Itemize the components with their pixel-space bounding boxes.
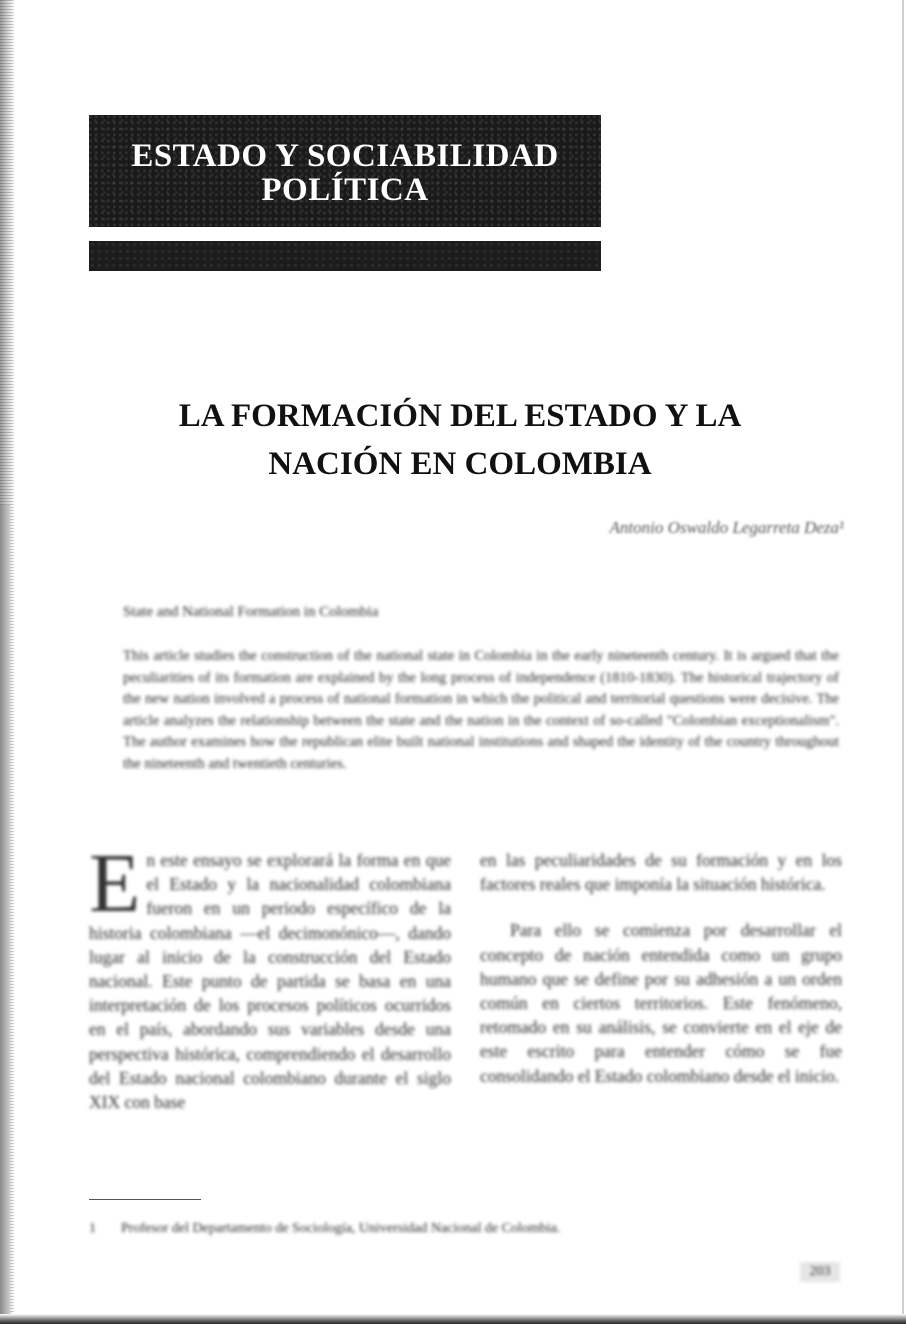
article-title-line1: LA FORMACIÓN DEL ESTADO Y LA — [178, 398, 742, 434]
section-header-bar — [89, 241, 601, 271]
abstract-text: This article studies the construction of the national state in Colombia in the early nineteenth century. It is argued that the peculiarities of its formation are explained by the long process of independence (1810-1830). The historical trajectory of the new nation involved a process of national formation in which the political and territorial questions were decisive. The article analyzes the relationship between the state and the nation in the context of so-called "Colombian exceptionalism". The author examines how the republican elite built national institutions and shaped the identity of the country throughout the nineteenth and twentieth centuries. — [123, 648, 839, 772]
article-author: Antonio Oswaldo Legarreta Deza¹ — [609, 518, 844, 537]
body-paragraph: en las peculiaridades de su formación y en los factores reales que imponía la situación histórica. — [480, 850, 842, 895]
footnote-divider — [89, 1199, 201, 1200]
article-title — [120, 392, 800, 488]
section-header — [89, 115, 601, 227]
footnote — [89, 1220, 729, 1238]
footnote-mark: 1 — [89, 1221, 96, 1236]
footnote-text: Profesor del Departamento de Sociología, Universidad Nacional de Colombia. — [121, 1221, 561, 1236]
scan-right-edge — [902, 0, 904, 1324]
article-title-line2: NACIÓN EN COLOMBIA — [268, 446, 652, 482]
page-number: 203 — [800, 1262, 840, 1282]
scan-binding-edge — [0, 505, 10, 1324]
body-paragraph — [89, 837, 451, 1114]
section-header-line2: POLÍTICA — [261, 172, 429, 208]
body-paragraph: Para ello se comienza por desarrollar el concepto de nación entendida como un grupo humano que se define por su adhesión a un orden común en ciertos territorios. Este fenómeno, retomado en su análisis, se convierte en el eje de este escrito para entender cómo se fue consolidando el Estado colombiano desde el inicio. — [480, 920, 842, 1086]
body-left-text: n este ensayo se explorará la forma en que el Estado y la nacionalidad colombiana fueron en un periodo específico de la historia colombiana —el decimonónico—, dando lugar al inicio de la construcción del Estado nacional. Este punto de partida se basa en una interpretación de los procesos políticos ocurridos en el país, abordando sus variables desde una perspectiva histórica, comprendiendo el desarrollo del Estado nacional colombiano durante el siglo XIX con base — [89, 850, 451, 1113]
body-right-column — [480, 848, 842, 1088]
section-header-line1: ESTADO Y SOCIABILIDAD — [131, 138, 559, 174]
scan-bottom-edge — [0, 1314, 906, 1324]
body-left-column — [89, 837, 451, 1114]
abstract-heading: State and National Formation in Colombia — [123, 604, 379, 620]
drop-cap: E — [89, 837, 141, 930]
